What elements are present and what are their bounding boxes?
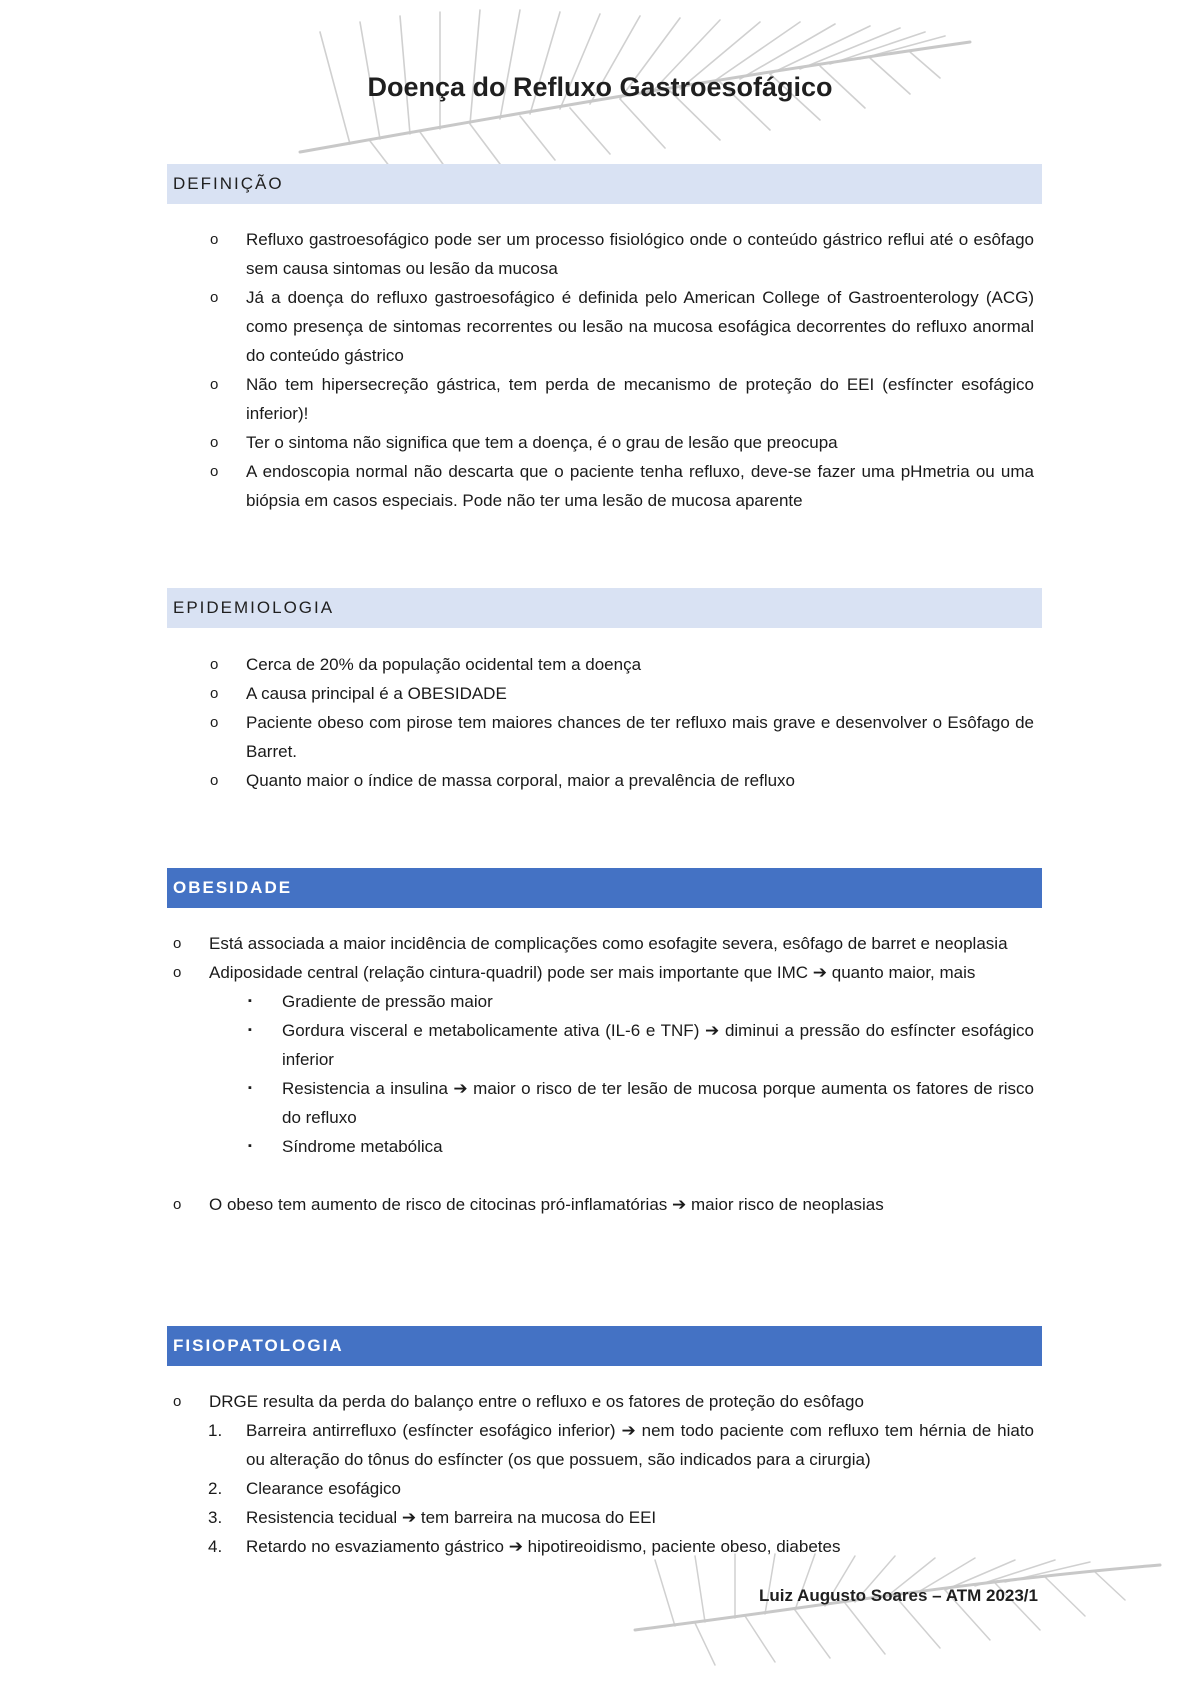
list-item: o DRGE resulta da perda do balanço entre o refluxo e os fatores de proteção do esôfago	[209, 1387, 1034, 1416]
item-number: 1.	[208, 1421, 223, 1440]
list-item: o Cerca de 20% da população ocidental tem a doença	[246, 650, 1034, 679]
sub-list-item: ▪ Gordura visceral e metabolicamente ativa (IL-6 e TNF) ➔ diminui a pressão do esfíncter esofágico inferior	[282, 1016, 1034, 1074]
numbered-item: 4. Retardo no esvaziamento gástrico ➔ hipotireoidismo, paciente obeso, diabetes	[246, 1532, 1034, 1561]
bullet-icon: o	[210, 289, 219, 306]
bullet-icon: o	[173, 935, 182, 952]
square-bullet-icon: ▪	[248, 995, 252, 1007]
sub-list-item: ▪ Síndrome metabólica	[282, 1132, 1034, 1161]
feather-icon	[615, 1550, 1175, 1670]
bullet-icon: o	[173, 1393, 182, 1410]
obesidade-list	[0, 929, 1200, 1219]
numbered-item: 2. Clearance esofágico	[246, 1474, 1034, 1503]
page-title: Doença do Refluxo Gastroesofágico	[367, 72, 833, 102]
bullet-icon: o	[210, 434, 219, 451]
square-bullet-icon: ▪	[248, 1140, 252, 1152]
bullet-icon: o	[210, 714, 219, 731]
list-item: o Não tem hipersecreção gástrica, tem perda de mecanismo de proteção do EEI (esfíncter esofágico inferior)!	[246, 370, 1034, 428]
list-item: o Refluxo gastroesofágico pode ser um processo fisiológico onde o conteúdo gástrico reflui até o esôfago sem causa sintomas ou lesão da mucosa	[246, 225, 1034, 283]
bullet-icon: o	[173, 1196, 182, 1213]
epidemiologia-list	[0, 650, 1200, 795]
list-item: o Adiposidade central (relação cintura-quadril) pode ser mais importante que IMC ➔ quanto maior, mais	[209, 958, 1034, 987]
section-heading-epidemiologia: EPIDEMIOLOGIA	[167, 588, 1042, 628]
list-item: o Ter o sintoma não significa que tem a doença, é o grau de lesão que preocupa	[246, 428, 1034, 457]
list-item: o O obeso tem aumento de risco de citocinas pró-inflamatórias ➔ maior risco de neoplasias	[209, 1190, 1034, 1219]
bullet-icon: o	[210, 772, 219, 789]
item-number: 4.	[208, 1537, 223, 1556]
bullet-icon: o	[173, 964, 182, 981]
list-item: o Paciente obeso com pirose tem maiores chances de ter refluxo mais grave e desenvolver o Esôfago de Barret.	[246, 708, 1034, 766]
footer-author: Luiz Augusto Soares – ATM 2023/1	[759, 1586, 1038, 1605]
bullet-icon: o	[210, 656, 219, 673]
sub-list-item: ▪ Resistencia a insulina ➔ maior o risco de ter lesão de mucosa porque aumenta os fatores de risco do refluxo	[282, 1074, 1034, 1132]
section-heading-fisiopatologia: FISIOPATOLOGIA	[167, 1326, 1042, 1366]
list-item: o Quanto maior o índice de massa corporal, maior a prevalência de refluxo	[246, 766, 1034, 795]
section-heading-definicao: DEFINIÇÃO	[167, 164, 1042, 204]
bullet-icon: o	[210, 231, 219, 248]
bullet-icon: o	[210, 463, 219, 480]
list-item: o A endoscopia normal não descarta que o paciente tenha refluxo, deve-se fazer uma pHmetria ou uma biópsia em casos especiais. Pode não ter uma lesão de mucosa aparente	[246, 457, 1034, 515]
numbered-item: 1. Barreira antirrefluxo (esfíncter esofágico inferior) ➔ nem todo paciente com refluxo tem hérnia de hiato ou alteração do tônus do esfíncter (os que possuem, são indicados para a cirurgia)	[246, 1416, 1034, 1474]
list-item: o Está associada a maior incidência de complicações como esofagite severa, esôfago de barret e neoplasia	[209, 929, 1034, 958]
section-heading-obesidade: OBESIDADE	[167, 868, 1042, 908]
sub-list-item: ▪ Gradiente de pressão maior	[282, 987, 1034, 1016]
list-item: o A causa principal é a OBESIDADE	[246, 679, 1034, 708]
item-number: 3.	[208, 1508, 223, 1527]
definicao-list	[0, 225, 1200, 515]
list-item: o Já a doença do refluxo gastroesofágico é definida pelo American College of Gastroenterology (ACG) como presença de sintomas recorrentes ou lesão na mucosa esofágica decorrentes do refluxo anormal do conteúdo gástrico	[246, 283, 1034, 370]
square-bullet-icon: ▪	[248, 1082, 252, 1094]
bullet-icon: o	[210, 376, 219, 393]
bullet-icon: o	[210, 685, 219, 702]
square-bullet-icon: ▪	[248, 1024, 252, 1036]
fisiopatologia-list	[0, 1387, 1200, 1561]
item-number: 2.	[208, 1479, 223, 1498]
numbered-item: 3. Resistencia tecidual ➔ tem barreira na mucosa do EEI	[246, 1503, 1034, 1532]
